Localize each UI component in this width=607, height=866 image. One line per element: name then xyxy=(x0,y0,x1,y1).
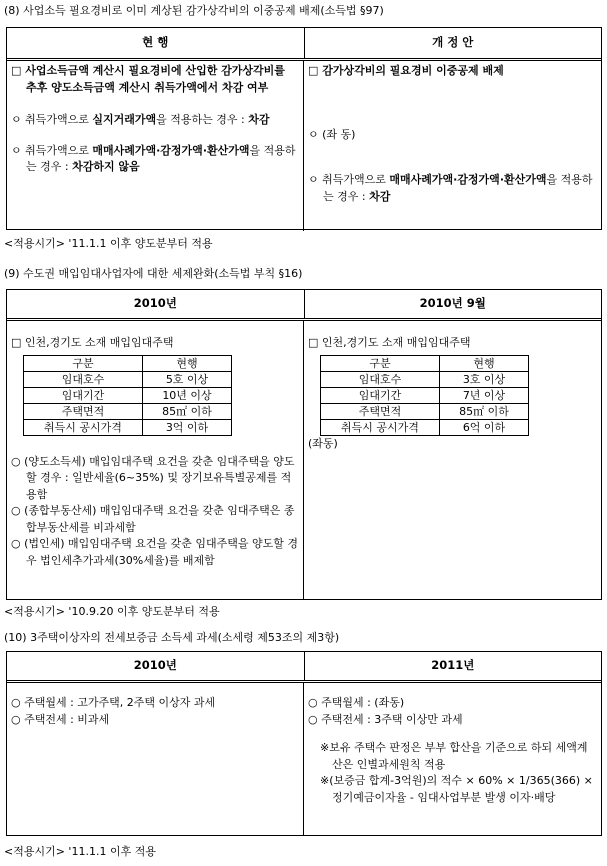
s9-right-p2: (좌동) xyxy=(308,436,338,450)
s9-right-th-1: 구분 xyxy=(321,355,440,371)
s8-left-p2: ㅇ 취득가액으로 실지거래가액을 적용하는 경우 : 차감 xyxy=(11,113,270,126)
s9-left-p1: □ 인천,경기도 소재 매입임대주택 xyxy=(11,336,174,349)
s9-left-r2c1: 85㎡ 이하 xyxy=(143,403,232,419)
s10-right-p4: ※(보증금 합계-3억원)의 적수 × 60% × 1/365(366) × 정기예금이자율 - 임대사업부분 발생 이자·배당 xyxy=(320,774,593,804)
section-9-right xyxy=(304,321,601,600)
section-8-header-right: 개 정 안 xyxy=(432,35,474,50)
s8-left-p1: □ 사업소득금액 계산시 필요경비에 산입한 감가상각비를 추후 양도소득금액 계산시 취득가액에서 차감 여부 xyxy=(11,64,285,94)
section-8-proposed xyxy=(304,61,601,231)
section-10-header-right: 2011년 xyxy=(431,658,475,673)
s9-right-r3c0: 취득시 공시가격 xyxy=(321,419,440,435)
s9-left-r3c1: 3억 이하 xyxy=(143,419,232,435)
s10-left-p2: ○ 주택전세 : 비과세 xyxy=(11,712,110,726)
s9-left-r1c1: 10년 이상 xyxy=(143,387,232,403)
section-10-title: (10) 3주택이상자의 전세보증금 소득세 과세(소세령 제53조의 제3항) xyxy=(4,631,340,644)
s8-right-p1: □ 감가상각비의 필요경비 이중공제 배제 xyxy=(308,64,504,77)
s9-right-th-2: 현행 xyxy=(440,355,529,371)
s10-right-p1: ○ 주택월세 : (좌동) xyxy=(308,696,405,709)
s9-left-r1c0: 임대기간 xyxy=(24,387,143,403)
section-8-table xyxy=(6,27,602,230)
s9-left-th-1: 구분 xyxy=(24,355,143,371)
s9-right-r0c0: 임대호수 xyxy=(321,371,440,387)
s9-right-r1c1: 7년 이상 xyxy=(440,387,529,403)
s9-right-p1: □ 인천,경기도 소재 매입임대주택 xyxy=(308,336,471,349)
section-8-header-left: 현 행 xyxy=(7,28,305,58)
section-8-title: (8) 사업소득 필요경비로 이미 계상된 감가상각비의 이중공제 배제(소득법 §97) xyxy=(4,4,384,17)
s9-left-th-2: 현행 xyxy=(143,355,232,371)
section-10-header-left: 2010년 xyxy=(7,652,305,680)
s9-left-r0c0: 임대호수 xyxy=(24,371,143,387)
s9-right-r1c0: 임대기간 xyxy=(321,387,440,403)
s9-right-r2c1: 85㎡ 이하 xyxy=(440,403,529,419)
section-9-header xyxy=(7,290,601,321)
s9-right-r2c0: 주택면적 xyxy=(321,403,440,419)
s9-left-p3: ○ (종합부동산세) 매입임대주택 요건을 갖춘 임대주택은 종합부동산세를 비과세함 xyxy=(11,504,295,534)
section-9-left xyxy=(7,321,304,600)
s9-left-table xyxy=(23,355,232,436)
section-10-left xyxy=(7,683,304,836)
section-8-note: <적용시기> '11.1.1 이후 양도분부터 적용 xyxy=(4,237,213,250)
section-8-current xyxy=(7,61,304,231)
s8-right-p3: ㅇ 취득가액으로 매매사례가액·감정가액·환산가액을 적용하는 경우 : 차감 xyxy=(308,173,593,203)
section-8-header xyxy=(7,28,601,61)
section-10-header xyxy=(7,652,601,683)
section-9-title: (9) 수도권 매입임대사업자에 대한 세제완화(소득법 부칙 §16) xyxy=(4,267,303,280)
section-9-header-right: 2010년 9월 xyxy=(419,296,486,311)
s10-left-p1: ○ 주택월세 : 고가주택, 2주택 이상자 과세 xyxy=(11,696,216,709)
s9-right-table xyxy=(320,355,529,436)
s9-left-p2: ○ (양도소득세) 매입임대주택 요건을 갖춘 임대주택을 양도할 경우 : 일반세율(6~35%) 및 장기보유특별공제를 적용함 xyxy=(11,454,295,501)
section-10-table xyxy=(6,651,602,836)
section-9-note: <적용시기> '10.9.20 이후 양도분부터 적용 xyxy=(4,605,220,618)
s9-left-r0c1: 5호 이상 xyxy=(143,371,232,387)
s9-left-p4: ○ (법인세) 매입임대주택 요건을 갖춘 임대주택을 양도할 경우 법인세추가과세(30%세율)를 배제함 xyxy=(11,537,299,567)
s9-left-r2c0: 주택면적 xyxy=(24,403,143,419)
section-10-note: <적용시기> '11.1.1 이후 적용 xyxy=(4,845,156,858)
s9-left-r3c0: 취득시 공시가격 xyxy=(24,419,143,435)
s10-right-p3: ※보유 주택수 판정은 부부 합산을 기준으로 하되 세액계산은 인별과세원칙 적용 xyxy=(320,741,588,771)
s8-right-p2: ㅇ (좌 동) xyxy=(308,127,356,141)
section-10-right xyxy=(304,683,601,836)
section-9-table xyxy=(6,289,602,600)
s9-right-r3c1: 6억 이하 xyxy=(440,419,529,435)
section-9-header-left: 2010년 xyxy=(7,290,305,318)
s10-right-p2: ○ 주택전세 : 3주택 이상만 과세 xyxy=(308,712,463,726)
s9-right-r0c1: 3호 이상 xyxy=(440,371,529,387)
s8-left-p3: ㅇ 취득가액으로 매매사례가액·감정가액·환산가액을 적용하는 경우 : 차감하지 않음 xyxy=(11,143,296,173)
